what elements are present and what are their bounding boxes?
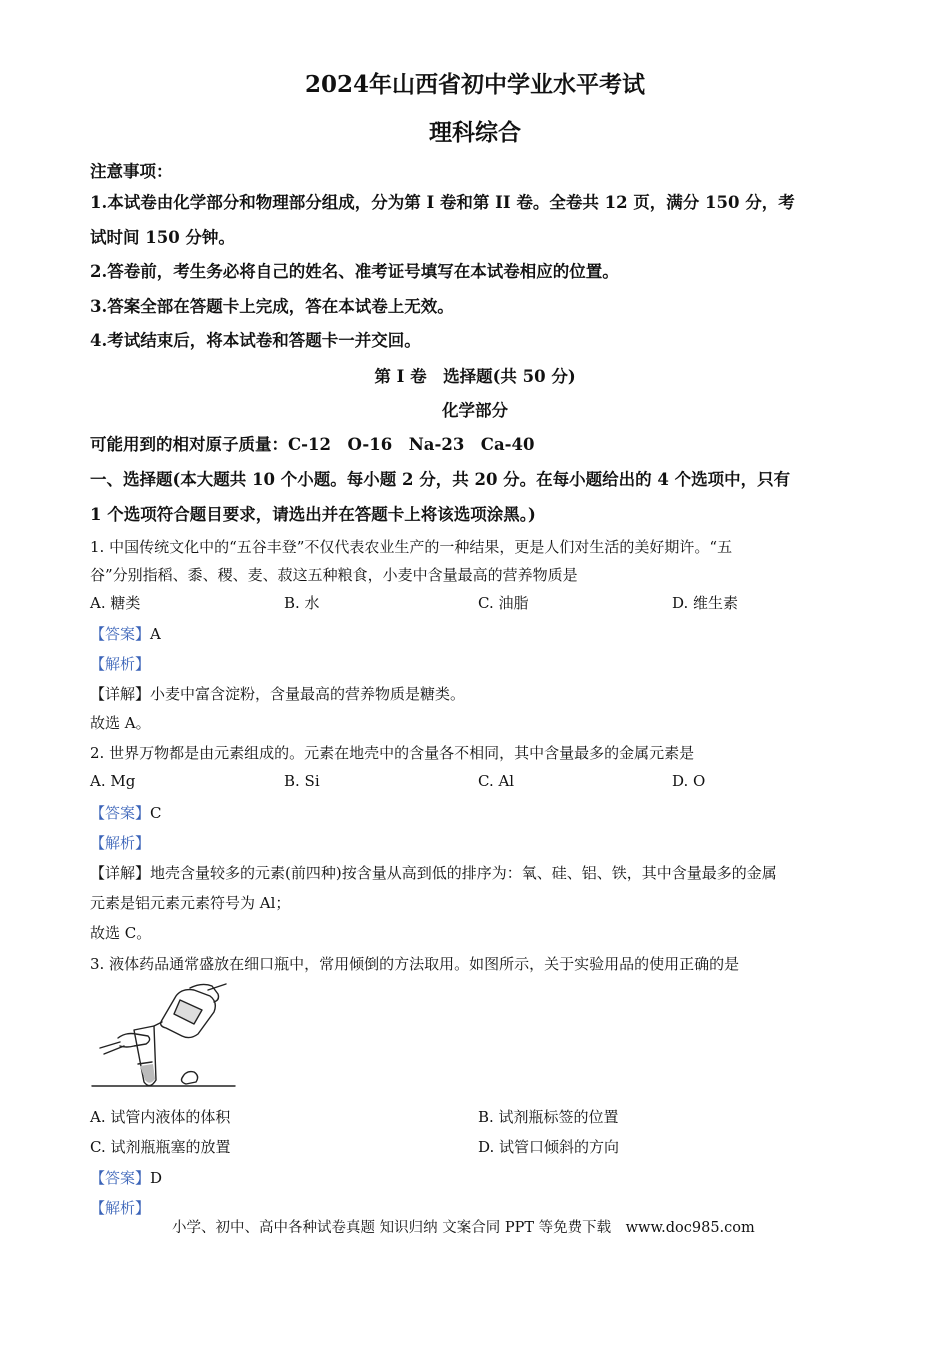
detail-text: 小麦中富含淀粉，含量最高的营养物质是糖类。 [150,685,466,703]
pouring-liquid-figure [90,982,240,1092]
q2-detail-line-1 [90,862,777,883]
q1-stem-line-2: 谷”分别指稻、黍、稷、麦、菽这五种粮食，小麦中含量最高的营养物质是 [90,566,578,584]
q1-detail [90,683,465,704]
left-wrist [100,1042,120,1048]
q3-option-a: A. 试管内液体的体积 [90,1108,231,1126]
q1-conclusion: 故选 A。 [90,714,151,732]
q2-detail-line-2: 元素是铝元素元素符号为 Al； [90,894,291,912]
q1-option-a: A. 糖类 [90,594,141,612]
notice-item-3: 3.答案全部在答题卡上完成，答在本试卷上无效。 [90,297,454,316]
detail-tag: 【详解】 [90,864,151,882]
detail-text: 地壳含量较多的元素(前四种)按含量从高到低的排序为：氧、硅、铝、铁，其中含量最多的金属 [150,864,777,882]
atomic-masses: 可能用到的相对原子质量：C-12 O-16 Na-23 Ca-40 [90,435,535,454]
bottle-label [174,1000,202,1024]
q1-stem-line-1: 1. 中国传统文化中的“五谷丰登”不仅代表农业生产的一种结果，更是人们对生活的美好期许。“五 [90,538,733,556]
q3-analysis-tag: 【解析】 [90,1199,151,1217]
footer-text: 小学、初中、高中各种试卷真题 知识归纳 文案合同 PPT 等免费下载 www.doc985.com [172,1220,755,1236]
bottle-stopper [182,1072,198,1084]
q2-answer [90,802,162,823]
q1-option-b: B. 水 [284,594,320,612]
notice-heading: 注意事项： [90,162,173,181]
exam-subtitle: 理科综合 [429,119,521,146]
section-title: 第 I 卷 选择题(共 50 分) [374,367,576,386]
answer-value: A [150,625,161,643]
q2-option-a: A. Mg [90,772,136,790]
q2-conclusion: 故选 C。 [90,924,152,942]
q3-option-d: D. 试管口倾斜的方向 [478,1138,620,1156]
q1-answer [90,623,161,644]
q2-option-c: C. Al [478,772,515,790]
left-wrist-lower [104,1046,124,1054]
q3-answer [90,1167,162,1188]
left-hand [118,1034,150,1048]
q3-stem: 3. 液体药品通常盛放在细口瓶中，常用倾倒的方法取用。如图所示，关于实验用品的使用正确的是 [90,955,740,973]
answer-tag: 【答案】 [90,804,151,822]
answer-value: D [150,1169,163,1187]
notice-item-1-line-2: 试时间 150 分钟。 [90,228,235,247]
q2-stem: 2. 世界万物都是由元素组成的。元素在地壳中的含量各不相同，其中含量最多的金属元素是 [90,744,695,762]
q1-option-d: D. 维生素 [672,594,739,612]
q2-analysis-tag: 【解析】 [90,834,151,852]
exam-title: 2024年山西省初中学业水平考试 [304,71,645,98]
q2-option-b: B. Si [284,772,320,790]
instructions-line-1: 一、选择题(本大题共 10 个小题。每小题 2 分，共 20 分。在每小题给出的 4 个选项中，只有 [90,470,791,489]
notice-item-1-line-1: 1.本试卷由化学部分和物理部分组成，分为第 I 卷和第 II 卷。全卷共 12 页，满分 150 分，考 [90,193,795,212]
q1-analysis-tag: 【解析】 [90,655,151,673]
notice-item-4: 4.考试结束后，将本试卷和答题卡一并交回。 [90,331,421,350]
q3-option-c: C. 试剂瓶瓶塞的放置 [90,1138,231,1156]
section-subtitle: 化学部分 [442,401,508,420]
instructions-line-2: 1 个选项符合题目要求，请选出并在答题卡上将该选项涂黑。) [90,505,536,524]
answer-value: C [150,804,162,822]
detail-tag: 【详解】 [90,685,151,703]
q1-option-c: C. 油脂 [478,594,529,612]
notice-item-2: 2.答卷前，考生务必将自己的姓名、准考证号填写在本试卷相应的位置。 [90,262,619,281]
answer-tag: 【答案】 [90,1169,151,1187]
q2-option-d: D. O [672,772,706,790]
q3-option-b: B. 试剂瓶标签的位置 [478,1108,619,1126]
answer-tag: 【答案】 [90,625,151,643]
